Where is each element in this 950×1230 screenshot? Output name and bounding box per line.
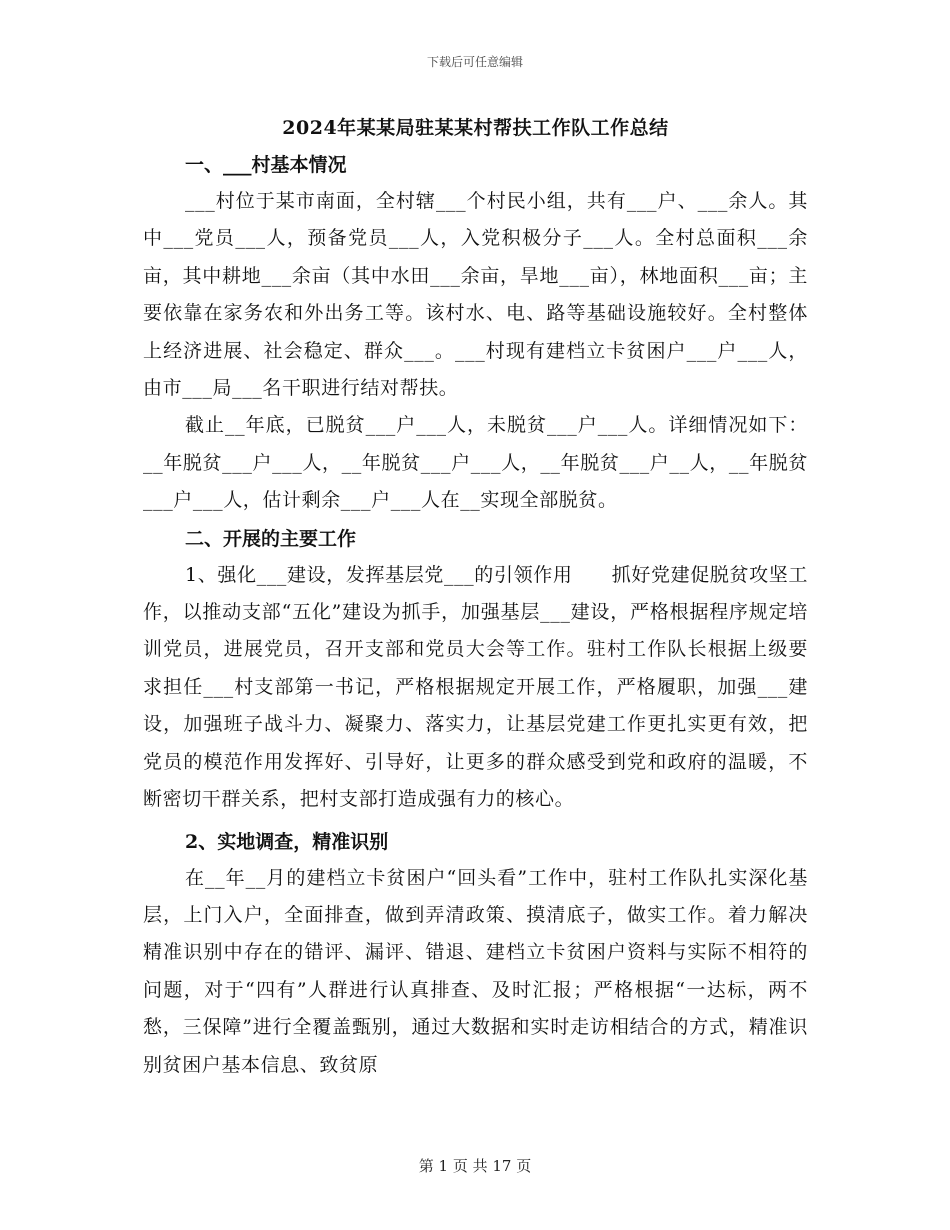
page-header-note: 下载后可任意编辑 (426, 55, 523, 69)
paragraph-party-building: 1、强化___建设，发挥基层党___的引领作用 抓好党建促脱贫攻坚工作，以推动支部“五化”建设为抓手，加强基层___建设，严格根据程序规定培训党员，进展党员，召开支部和党员大会等工作。驻村工作队长根据上级要求担任___村支部第一书记，严格根据规定开展工作，严格履职，加强___建设，加强班子战斗力、凝聚力、落实力，让基层党建工作更扎实更有效，把党员的模范作用发挥好、引导好，让更多的群众感受到党和政府的温暖，不断密切干群关系，把村支部打造成强有力的核心。 (143, 563, 808, 811)
page-number-footer: 第 1 页 共 17 页 (418, 1157, 532, 1175)
paragraph-field-survey: 在__年__月的建档立卡贫困户“回头看”工作中，驻村工作队扎实深化基层，上门入户，全面排查，做到弄清政策、摸清底子，做实工作。着力解决精准识别中存在的错评、漏评、错退、建档立卡贫困户资料与实际不相符的问题，对于“四有”人群进行认真排查、及时汇报；严格根据“一达标，两不愁，三保障”进行全覆盖甄别，通过大数据和实时走访相结合的方式，精准识别贫困户基本信息、致贫原 (143, 866, 808, 1076)
section-heading-main-work: 二、开展的主要工作 (185, 527, 357, 550)
paragraph-village-overview: ___村位于某市南面，全村辖___个村民小组，共有___户、___余人。其中___党员___人，预备党员___人，入党积极分子___人。全村总面积___余亩，其中耕地___余亩（其中水田___余亩，旱地___亩），林地面积___亩；主要依靠在家务农和外出务工等。该村水、电、路等基础设施较好。全村整体上经济进展、社会稳定、群众___。___村现有建档立卡贫困户___户___人，由市___局___名干职进行结对帮扶。 (143, 190, 808, 400)
section-heading-village-info: 一、___村基本情况 (185, 154, 347, 176)
subheading-field-survey: 2、实地调查，精准识别 (185, 830, 389, 853)
paragraph-poverty-status: 截止__年底，已脱贫___户___人，未脱贫___户___人。详细情况如下：__年脱贫___户___人，__年脱贫___户___人，__年脱贫___户__人，__年脱贫___户___人，估计剩余___户___人在__实现全部脱贫。 (143, 414, 808, 512)
document-body (143, 108, 808, 1084)
document-title: 2024年某某局驻某某村帮扶工作队工作总结 (282, 117, 669, 139)
